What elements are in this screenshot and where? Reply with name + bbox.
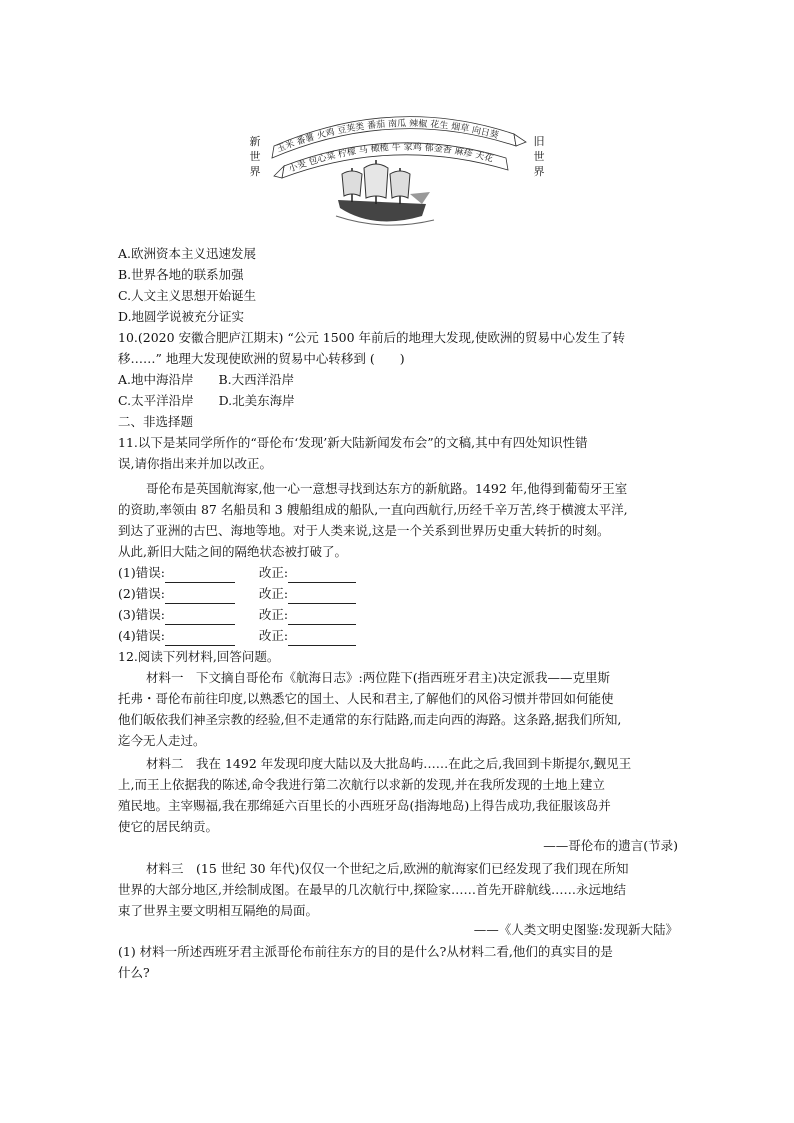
q10-options-cd: C.太平洋沿岸 D.北美东海岸 <box>118 393 295 408</box>
ship-icon <box>336 160 434 225</box>
q12-m3-1: 材料三 (15 世纪 30 年代)仅仅一个世纪之后,欧洲的航海家们已经发现了我们现在所知 <box>146 861 629 876</box>
q12-m1-4: 迄今无人走过。 <box>118 733 206 748</box>
q10-stem-1: 10.(2020 安徽合肥庐江期末) “公元 1500 年前后的地理大发现,使欧洲的贸易中心发生了转 <box>118 330 626 345</box>
q9-option-d: D.地圆学说被充分证实 <box>118 309 245 324</box>
q11-passage-3: 到达了亚洲的古巴、海地等地。对于人类来说,这是一个关系到世界历史重大转折的时刻。 <box>118 523 610 538</box>
q9-option-a: A.欧洲资本主义迅速发展 <box>118 246 257 261</box>
bottom-arc-text: 小麦 包心菜 柠檬 马 橄榄 牛 家鸡 郁金香 麻疹 天花 <box>287 142 495 175</box>
q12-m3-3: 束了世界主要文明相互隔绝的局面。 <box>118 903 319 918</box>
new-world-label: 新 世 界 <box>249 135 261 178</box>
q12-m1-1: 材料一 下文摘自哥伦布《航海日志》:两位陛下(指西班牙君主)决定派我——克里斯 <box>146 670 610 685</box>
q12-m2-source: ——哥伦布的遗言(节录) <box>543 838 678 853</box>
q12-question-1a: (1) 材料一所述西班牙君主派哥伦布前往东方的目的是什么?从材料二看,他们的真实目的是 <box>118 944 613 959</box>
section-title: 二、非选择题 <box>118 414 194 429</box>
q9-option-b: B.世界各地的联系加强 <box>118 267 244 282</box>
q10-options-ab: A.地中海沿岸 B.大西洋沿岸 <box>118 372 295 387</box>
q12-m2-3: 殖民地。主宰赐福,我在那绵延六百里长的小西班牙岛(指海地岛)上得告成功,我征服该岛并 <box>118 798 611 813</box>
q12-m1-2: 托弗・哥伦布前往印度,以熟悉它的国土、人民和君主,了解他们的风俗习惯并带回如何能使 <box>118 691 614 706</box>
answer-blank[interactable] <box>165 610 235 625</box>
q12-m2-1: 材料二 我在 1492 年发现印度大陆以及大批岛屿……在此之后,我回到卡斯提尔,觐见王 <box>146 756 632 771</box>
answer-blank[interactable] <box>165 631 235 646</box>
answer-blank[interactable] <box>288 589 356 604</box>
q11-item-1: (1)错误: 改正: <box>118 563 356 583</box>
old-world-label: 旧 世 界 <box>533 135 545 178</box>
q11-passage-2: 的资助,率领由 87 名船员和 3 艘船组成的船队,一直向西航行,历经千辛万苦,终于横渡太平洋, <box>118 502 628 517</box>
answer-blank[interactable] <box>165 568 235 583</box>
q11-stem-1: 11.以下是某同学所作的“哥伦布‘发现’新大陆新闻发布会”的文稿,其中有四处知识性错 <box>118 435 588 450</box>
q12-question-1b: 什么? <box>118 965 150 980</box>
q11-item-3: (3)错误: 改正: <box>118 605 356 625</box>
answer-blank[interactable] <box>288 631 356 646</box>
answer-blank[interactable] <box>288 568 356 583</box>
q12-m3-source: ——《人类文明史图鉴:发现新大陆》 <box>473 922 678 937</box>
q11-item-4: (4)错误: 改正: <box>118 626 356 646</box>
answer-blank[interactable] <box>165 589 235 604</box>
top-arc-text: 玉米 番薯 火鸡 豆荚类 番茄 南瓜 辣椒 花生 烟草 向日葵 <box>275 119 500 155</box>
exchange-figure <box>244 112 554 234</box>
q12-m1-3: 他们皈依我们神圣宗教的经验,但不走通常的东行陆路,而走向西的海路。这条路,据我们所知, <box>118 712 622 727</box>
q12-m2-2: 上,而王上依据我的陈述,命令我进行第二次航行以求新的发现,并在我所发现的土地上建立 <box>118 777 605 792</box>
answer-blank[interactable] <box>288 610 356 625</box>
q12-intro: 12.阅读下列材料,回答问题。 <box>118 649 280 664</box>
q12-m2-4: 使它的居民纳贡。 <box>118 819 219 834</box>
q11-item-2: (2)错误: 改正: <box>118 584 356 604</box>
q9-option-c: C.人文主义思想开始诞生 <box>118 288 257 303</box>
q11-stem-2: 误,请你指出来并加以改正。 <box>118 456 272 471</box>
q11-passage-1: 哥伦布是英国航海家,他一心一意想寻找到达东方的新航路。1492 年,他得到葡萄牙王室 <box>146 481 628 496</box>
q12-m3-2: 世界的大部分地区,并绘制成图。在最早的几次航行中,探险家……首先开辟航线……永远地结 <box>118 882 626 897</box>
q11-passage-4: 从此,新旧大陆之间的隔绝状态被打破了。 <box>118 544 347 559</box>
arc-ribbons <box>244 112 554 234</box>
q10-stem-2: 移……” 地理大发现使欧洲的贸易中心转移到 ( ) <box>118 351 405 366</box>
